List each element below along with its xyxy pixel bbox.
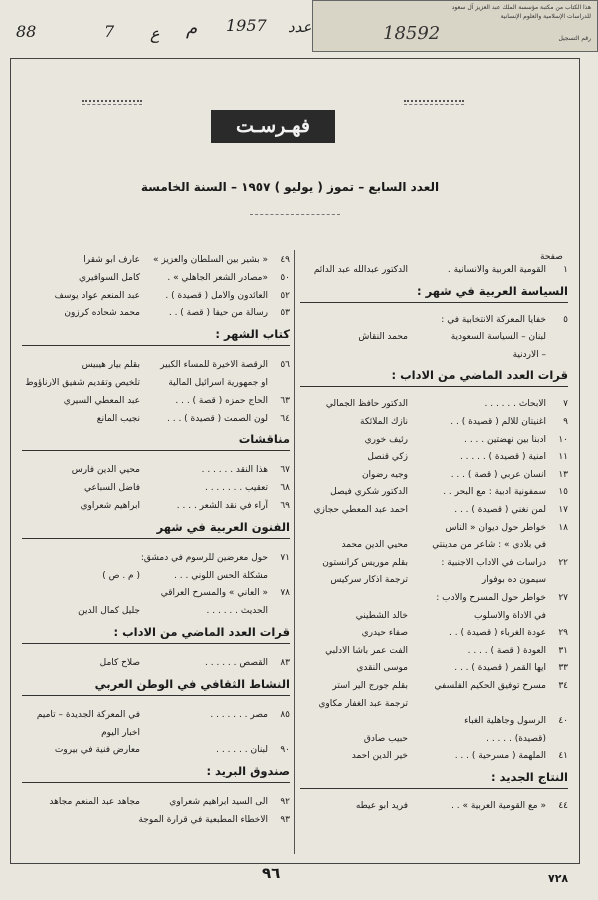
- entry-title: انسان عربي ( قصة ) . . .: [450, 469, 546, 480]
- toc-entry: [300, 625, 568, 641]
- entry-title: « بشير بين السلطان والعزيز »: [153, 255, 268, 265]
- section-heading: كتاب الشهر :: [215, 327, 290, 342]
- handwritten-mark: 88: [16, 22, 37, 41]
- section-heading: قرات العدد الماضي من الاداب :: [391, 368, 568, 383]
- entry-author: وجيه رضوان: [361, 469, 408, 480]
- library-stamp: [312, 0, 598, 52]
- entry-title: لون الصمت ( قصيدة ) . . .: [167, 413, 268, 424]
- toc-entry: [22, 462, 290, 478]
- entry-author: صلاح كامل: [99, 658, 140, 668]
- entry-page-number: ١٨: [558, 522, 568, 533]
- entry-title: آراء في نقد الشعر . . . .: [176, 501, 268, 511]
- entry-page-number: ١١: [558, 452, 568, 463]
- entry-author: احمد عبد المعطي حجازي: [313, 505, 408, 515]
- entry-title: امنية ( قصيدة ) . . . . .: [459, 452, 546, 463]
- ornament-line: [82, 100, 142, 102]
- entry-page-number: ٦٤: [280, 413, 290, 424]
- entry-page-number: ٢٩: [558, 628, 568, 639]
- stamp-number: 18592: [383, 23, 441, 44]
- entry-title: خواطر حول ديوان « الناس: [445, 522, 546, 533]
- toc-entry: [300, 590, 568, 606]
- entry-author: عارف ابو شقرا: [83, 255, 140, 265]
- section-rule: [300, 386, 568, 387]
- entry-title: هذا النقد . . . . . .: [201, 465, 268, 476]
- entry-page-number: ١٧: [558, 505, 568, 515]
- section-rule: [22, 345, 290, 346]
- entry-page-number: ٦٩: [280, 501, 290, 511]
- toc-entry: [22, 305, 290, 321]
- entry-author: محيي الدين فارس: [71, 465, 140, 476]
- toc-column-left: [22, 252, 290, 852]
- entry-author: حبيب صادق: [363, 733, 408, 744]
- section-rule: [22, 782, 290, 783]
- entry-author: بقلم جورج الير استر: [332, 681, 408, 691]
- toc-entry: [300, 555, 568, 571]
- entry-author: جليل كمال الدين: [78, 606, 140, 617]
- toc-entry: [22, 411, 290, 427]
- entry-page-number: ٨٥: [280, 709, 290, 720]
- contents-banner: فهـرسـت: [211, 110, 335, 143]
- entry-page-number: ٥٠: [280, 272, 290, 283]
- toc-entry: [300, 731, 568, 747]
- toc-entry: [300, 347, 568, 363]
- entry-author: في المعركة الجديدة – تاميم: [36, 709, 140, 720]
- entry-title: عودة الغرباء ( قصيدة ) . .: [449, 628, 546, 639]
- ornament-line: [82, 104, 142, 105]
- entry-title: لبنان – السياسة السعودية: [450, 332, 546, 343]
- toc-entry: [22, 480, 290, 496]
- entry-author: عبد المعطي السيري: [63, 395, 140, 406]
- toc-entry: [300, 396, 568, 412]
- handwritten-mark: ع: [150, 24, 160, 43]
- toc-entry: [22, 655, 290, 671]
- entry-page-number: ٩٢: [280, 797, 290, 808]
- column-divider: [294, 250, 295, 854]
- entry-title: الابحاث . . . . . .: [484, 399, 546, 410]
- handwritten-mark: م: [186, 18, 198, 39]
- entry-author: بقلم بيار هيبيس: [81, 360, 140, 371]
- entry-author: خير الدين احمد: [351, 751, 408, 762]
- entry-page-number: ٦٨: [280, 483, 290, 494]
- toc-entry: [300, 449, 568, 465]
- entry-author: تلخيص وتقديم شفيق الارناؤوط: [25, 378, 140, 388]
- entry-title: القومية العربية والانسانية .: [447, 265, 546, 275]
- entry-page-number: ٣٣: [558, 663, 568, 674]
- entry-author: فريد ابو عيطه: [355, 801, 408, 811]
- entry-author: مجاهد عبد المنعم مجاهد: [49, 797, 140, 808]
- entry-page-number: ٩٠: [280, 745, 290, 756]
- entry-author: الدكتور شكري فيصل: [330, 487, 408, 498]
- entry-title: سيمون ده بوفوار: [481, 575, 546, 586]
- entry-title: حول معرضين للرسوم في دمشق:: [140, 552, 268, 563]
- entry-title: الحديث . . . . . .: [206, 606, 268, 617]
- entry-title: الملهمة ( مسرحية ) . . .: [454, 751, 546, 762]
- toc-entry: [22, 288, 290, 304]
- toc-entry: [22, 252, 290, 268]
- entry-title: في الاداة والاسلوب: [473, 610, 546, 621]
- section-heading: صندوق البريد :: [206, 764, 290, 779]
- entry-title: ادبنا بين نهضتين . . . .: [464, 434, 546, 445]
- section-rule: [300, 302, 568, 303]
- entry-author: محمد شحاده كرزون: [64, 308, 140, 319]
- entry-title: سمفونية ادبية : مع البحر . .: [443, 487, 546, 498]
- toc-entry: [300, 798, 568, 814]
- entry-title: مسرح توفيق الحكيم الفلسفي: [434, 681, 546, 691]
- entry-author: زكي قنصل: [367, 452, 408, 463]
- toc-entry: [300, 312, 568, 328]
- toc-entry: [300, 502, 568, 518]
- section-heading: قرات العدد الماضي من الاداب :: [113, 625, 290, 639]
- entry-title: العائدون والامل ( قصيدة ) .: [165, 290, 268, 301]
- entry-page-number: ٥٢: [280, 290, 290, 301]
- entry-page-number: ٥٦: [280, 360, 290, 371]
- entry-author: الدكتور عبدالله عبد الدائم: [313, 265, 408, 275]
- entry-author: فاضل السباعي: [84, 483, 140, 494]
- entry-title: تعقيب . . . . . . .: [204, 483, 268, 494]
- entry-title: «مصادر الشعر الجاهلي » .: [167, 272, 268, 283]
- entry-page-number: ٩: [563, 417, 568, 427]
- entry-author: موسى النقدي: [356, 663, 408, 674]
- entry-page-number: ٣١: [558, 645, 568, 656]
- section-heading: الفنون العربية في شهر: [156, 519, 290, 534]
- handwritten-mark: 7: [104, 22, 115, 41]
- ornament-line: [250, 214, 340, 215]
- entry-page-number: ٧٨: [280, 588, 290, 599]
- entry-author: معارض فنية في بيروت: [54, 745, 140, 756]
- entry-title: رسالة من حيفا ( قصة ) . .: [168, 308, 268, 319]
- entry-page-number: ٤٠: [558, 716, 568, 727]
- toc-entry: [300, 262, 568, 278]
- entry-title: العودة ( قصة ) . . . .: [467, 645, 546, 656]
- toc-entry: [22, 794, 290, 810]
- entry-page-number: ٧١: [280, 552, 290, 563]
- toc-entry: [22, 498, 290, 514]
- entry-page-number: ٥٣: [280, 308, 290, 319]
- entry-page-number: ١٠: [558, 434, 568, 445]
- entry-author: نازك الملائكة: [360, 417, 408, 427]
- toc-entry: [300, 608, 568, 624]
- entry-page-number: ٦٧: [280, 465, 290, 476]
- entry-author: ترجمة عبد الغفار مكاوي: [318, 698, 408, 709]
- entry-author: ترجمة اذكار سركيس: [330, 575, 408, 586]
- entry-author: ( م . ص ): [102, 570, 140, 581]
- entry-title: ايها القمر ( قصيدة ) . . .: [454, 663, 546, 674]
- entry-title: مصر . . . . . . .: [210, 709, 268, 720]
- stamp-text: هذا الكتاب من مكتبة مؤسسة الملك عبد العزيز آل سعود: [451, 4, 591, 11]
- entry-page-number: ٦٣: [280, 395, 290, 406]
- entry-title: لمن نغني ( قصيدة ) . . .: [454, 505, 546, 515]
- entry-title: او جمهورية اسرائيل المالية: [168, 378, 268, 388]
- toc-entry: [22, 270, 290, 286]
- entry-page-number: ١٣: [558, 469, 568, 480]
- toc-entry: [300, 467, 568, 483]
- toc-entry: [300, 713, 568, 729]
- toc-entry: [22, 742, 290, 758]
- entry-page-number: ٣٤: [558, 681, 568, 691]
- entry-page-number: ١٥: [558, 487, 568, 498]
- toc-entry: [300, 696, 568, 712]
- entry-author: محمد النقاش: [358, 332, 408, 343]
- section-heading: مناقشات: [238, 432, 290, 447]
- entry-title: دراسات في الاداب الاجنبية :: [441, 557, 546, 568]
- toc-entry: [22, 550, 290, 566]
- entry-title: الحاج حمزه ( قصة ) . . .: [175, 395, 268, 406]
- entry-title: الرسول وجاهلية الغباء: [464, 716, 546, 727]
- toc-entry: [22, 707, 290, 723]
- toc-entry: [300, 643, 568, 659]
- toc-entry: [300, 329, 568, 345]
- entry-title: الى السيد ابراهيم شعراوي: [169, 797, 268, 808]
- section-rule: [300, 788, 568, 789]
- entry-author: صفاء حيدري: [361, 628, 408, 639]
- section-rule: [22, 695, 290, 696]
- handwritten-mark: 1957: [226, 16, 267, 35]
- entry-page-number: ٩٣: [280, 815, 290, 825]
- entry-author: الدكتور حافظ الجمالي: [325, 399, 408, 410]
- entry-page-number: ٢٧: [558, 593, 568, 603]
- entry-title: مشكلة الحس اللوني . . .: [174, 570, 268, 581]
- toc-entry: [22, 568, 290, 584]
- toc-entry: [300, 678, 568, 694]
- handwritten-mark: عدد: [288, 18, 312, 36]
- page-column-header: صفحة: [540, 252, 563, 262]
- toc-entry: [300, 432, 568, 448]
- entry-author: كامل السوافيري: [79, 272, 140, 283]
- entry-author: ابراهيم شعراوي: [80, 501, 140, 511]
- toc-entry: [22, 725, 290, 741]
- entry-title: الاخطاء المطبعية في قرارة الموجة: [138, 815, 268, 825]
- toc-entry: [22, 375, 290, 391]
- entry-page-number: ٧: [563, 399, 568, 410]
- entry-author: محيي الدين محمد: [341, 540, 408, 551]
- toc-entry: [22, 357, 290, 373]
- section-heading: النشاط الثقافي في الوطن العربي: [94, 676, 290, 691]
- toc-entry: [300, 520, 568, 536]
- entry-author: الفت عمر باشا الادلبي: [325, 645, 408, 656]
- entry-author: خالد الشطيني: [355, 610, 408, 621]
- page-number: ٩٦: [262, 864, 281, 882]
- toc-entry: [300, 660, 568, 676]
- entry-page-number: ٤٤: [558, 801, 568, 811]
- entry-author: بقلم موريس كرانستون: [322, 557, 408, 568]
- entry-author: عبد المنعم عواد يوسف: [54, 290, 140, 301]
- section-rule: [22, 538, 290, 539]
- entry-page-number: ٤١: [558, 751, 568, 762]
- entry-title: – الاردنية: [512, 349, 546, 360]
- entry-title: خواطر حول المسرح والادب :: [436, 593, 546, 603]
- stamp-text: رقم التسجيل: [558, 35, 591, 42]
- entry-page-number: ٤٩: [280, 255, 290, 265]
- entry-author: نجيب المانع: [96, 413, 140, 424]
- entry-page-number: ٢٢: [558, 557, 568, 568]
- ornament-line: [404, 100, 464, 102]
- toc-entry: [22, 812, 290, 828]
- entry-title: (قصيدة) . . . . .: [486, 733, 546, 744]
- entry-title: القصص . . . . . .: [205, 658, 268, 668]
- entry-author: رئيف خوري: [364, 434, 408, 445]
- entry-title: اغنيتان للالم ( قصيدة ) . .: [450, 417, 546, 427]
- toc-entry: [300, 414, 568, 430]
- entry-title: « مع القومية العربية » . .: [451, 801, 546, 811]
- section-heading: السياسة العربية في شهر :: [417, 283, 568, 298]
- entry-author: اخبار اليوم: [101, 727, 140, 738]
- entry-page-number: ٨٣: [280, 658, 290, 668]
- toc-entry: [22, 603, 290, 619]
- entry-title: خفايا المعركة الانتخابية في :: [441, 314, 546, 325]
- entry-title: لبنان . . . . . .: [216, 745, 268, 756]
- toc-entry: [22, 393, 290, 409]
- toc-entry: [300, 537, 568, 553]
- stamp-text: للدراسات الإسلامية والعلوم الإنسانية: [500, 13, 591, 20]
- section-rule: [22, 643, 290, 644]
- toc-entry: [300, 572, 568, 588]
- toc-entry: [22, 585, 290, 601]
- toc-entry: [300, 484, 568, 500]
- issue-line: العدد السابع – تموز ( يوليو ) ١٩٥٧ – السنة الخامسة: [140, 180, 440, 194]
- entry-page-number: ٥: [563, 314, 568, 325]
- entry-page-number: ١: [563, 265, 568, 275]
- entry-title: « العاني » والمسرح العراقي: [160, 588, 268, 599]
- toc-entry: [300, 748, 568, 764]
- section-rule: [22, 450, 290, 451]
- entry-title: في بلادي » : شاعر من مدينتي: [432, 540, 546, 551]
- folio-number: ٧٢٨: [548, 872, 569, 885]
- section-heading: النتاج الجديد :: [490, 770, 568, 784]
- toc-column-right: [300, 262, 568, 852]
- ornament-line: [404, 104, 464, 105]
- entry-title: الرقصة الاخيرة للمساء الكبير: [160, 360, 268, 371]
